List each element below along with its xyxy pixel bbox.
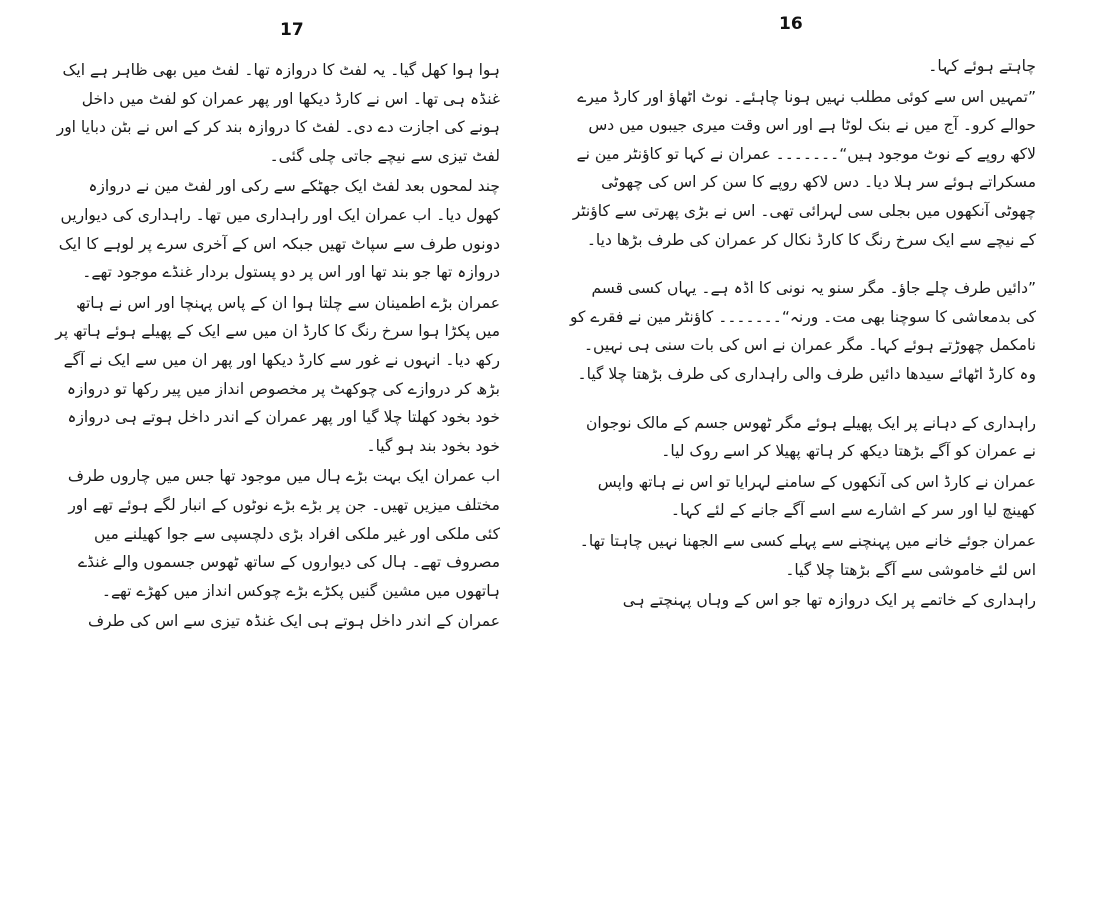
paragraph: ہوا ہوا کھل گیا۔ یہ لفٹ کا دروازہ تھا۔ لفٹ میں بھی ظاہر ہے ایک غنڈہ ہی تھا۔ اس نے کارڈ دیکھا اور پھر عمران کو لفٹ میں داخل ہونے کی اجازت دے دی۔ لفٹ کا دروازہ بند کر کے اس نے بٹن دبایا اور لفٹ تیزی سے نیچے جاتی چلی گئی۔ xyxy=(56,61,500,165)
right-page xyxy=(556,0,1113,900)
paragraph: چاہتے ہوئے کہا۔ xyxy=(928,57,1036,75)
paragraph: چند لمحوں بعد لفٹ ایک جھٹکے سے رکی اور لفٹ مین نے دروازہ کھول دیا۔ اب عمران ایک اور راہداری میں تھا۔ راہداری کی دیواریں دونوں طرف سے سپاٹ تھیں جبکہ اس کے آخری سرے پر لوہے کا ایک دروازہ تھا جو بند تھا اور اس پر دو پستول بردار غنڈے موجود تھے۔ xyxy=(58,177,500,282)
paragraph: راہداری کے دہانے پر ایک پھیلے ہوئے مگر ٹھوس جسم کے مالک نوجوان نے عمران کو آگے بڑھتا دیکھ کر ہاتھ پھیلا کر اسے روک لیا۔ xyxy=(585,413,1036,461)
paragraph: عمران بڑے اطمینان سے چلتا ہوا ان کے پاس پہنچا اور اس نے ہاتھ میں پکڑا ہوا سرخ رنگ کا کارڈ ان میں سے ایک کے پھیلے ہوئے ہاتھ پر رکھ دیا۔ انہوں نے غور سے کارڈ دیکھا اور پھر ان میں سے ایک نے آگے بڑھ کر دروازے کی چوکھٹ پر مخصوص انداز میں پیر رکھا تو دروازہ خود بخود کھلتا چلا گیا اور پھر عمران کے اندر داخل ہوتے ہی دروازہ خود بخود بند ہو گیا۔ xyxy=(55,293,500,455)
paragraph: عمران کے اندر داخل ہوتے ہی ایک غنڈہ تیزی سے اس کی طرف xyxy=(87,612,500,631)
page-number-right: 16 xyxy=(779,14,803,34)
paragraph: ”دائیں طرف چلے جاؤ۔ مگر سنو یہ نونی کا اڈہ ہے۔ یہاں کسی قسم کی بدمعاشی کا سوچنا بھی مت۔ ورنہ“۔۔۔۔۔۔۔ کاؤنٹر مین نے فقرے کو نامکمل چھوڑتے ہوئے کہا۔ مگر عمران نے اس کی بات سنی ہی نہیں۔ وہ کارڈ اٹھائے سیدھا دائیں طرف والی راہداری کی طرف بڑھتا چلا گیا۔ xyxy=(570,279,1036,383)
paragraph: عمران جوئے خانے میں پہنچنے سے پہلے کسی سے الجھنا نہیں چاہتا تھا۔ اس لئے خاموشی سے آگے بڑھتا چلا گیا۔ xyxy=(579,531,1036,579)
paragraph: راہداری کے خاتمے پر ایک دروازہ تھا جو اس کے وہاں پہنچتے ہی xyxy=(622,591,1036,610)
paragraph: عمران نے کارڈ اس کی آنکھوں کے سامنے لہرایا تو اس نے ہاتھ واپس کھینچ لیا اور سر کے اشارے سے اسے آگے جانے کے لئے کہا۔ xyxy=(597,472,1036,520)
right-page-text xyxy=(568,52,1036,615)
paragraph: اب عمران ایک بہت بڑے ہال میں موجود تھا جس میں چاروں طرف مختلف میزیں تھیں۔ جن پر بڑے بڑے نوٹوں کے انبار لگے ہوئے تھے اور کئی ملکی اور غیر ملکی افراد بڑی دلچسپی سے جوا کھیلنے میں مصروف تھے۔ ہال کی دیواروں کے ساتھ ٹھوس جسموں والے غنڈے ہاتھوں میں مشین گنیں پکڑے بڑے چوکس انداز میں کھڑے تھے۔ xyxy=(67,467,500,600)
page-number-left: 17 xyxy=(280,20,304,40)
left-page-text xyxy=(55,56,500,636)
left-page xyxy=(0,0,556,900)
paragraph: ”تمہیں اس سے کوئی مطلب نہیں ہونا چاہئے۔ نوٹ اٹھاؤ اور کارڈ میرے حوالے کرو۔ آج میں نے بنک لوٹا ہے اور اس وقت میری جیبوں میں دس لاکھ روپے کے نوٹ موجود ہیں“۔۔۔۔۔۔۔ عمران نے کہا تو کاؤنٹر مین نے مسکراتے ہوئے سر ہلا دیا۔ دس لاکھ روپے کا سن کر اس کی چھوٹی چھوٹی آنکھوں میں بجلی سی لہرائی تھی۔ اس نے بڑی پھرتی سے کاؤنٹر کے نیچے سے ایک سرخ رنگ کا کارڈ نکال کر عمران کی طرف بڑھا دیا۔ xyxy=(572,87,1036,249)
